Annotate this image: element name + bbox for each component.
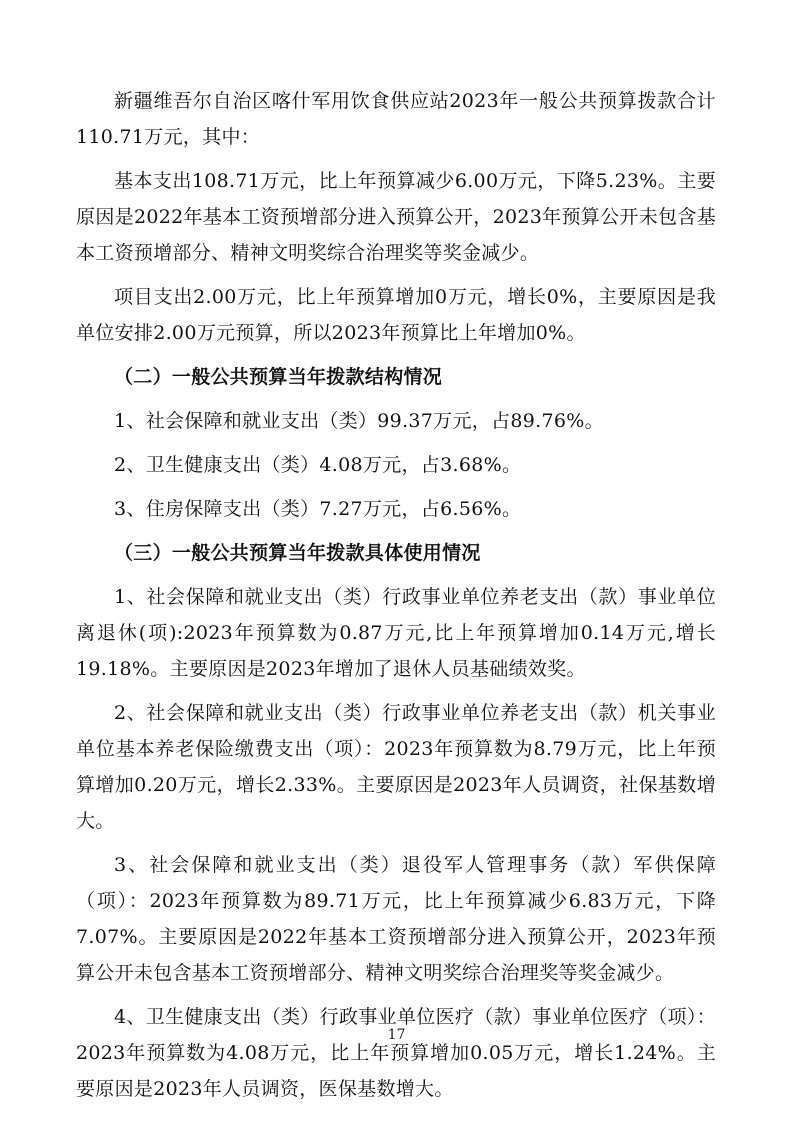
list-item-social-security: 1、社会保障和就业支出（类）99.37万元，占89.76%。 <box>114 410 604 432</box>
list-item-health: 2、卫生健康支出（类）4.08万元，占3.68%。 <box>114 454 522 476</box>
paragraph-usage-retirement: 1、社会保障和就业支出（类）行政事业单位养老支出（款）事业单位离退休(项):2023年预算数为0.87万元,比上年预算增加0.14万元,增长19.18%。主要原因是2023年增加了退休人员基础绩效奖。 <box>76 586 716 680</box>
page-number: 17 <box>387 1027 406 1043</box>
page-content <box>76 83 716 1115</box>
paragraph-usage-pension-insurance: 2、社会保障和就业支出（类）行政事业单位养老支出（款）机关事业单位基本养老保险缴费支出（项）：2023年预算数为8.79万元，比上年预算增加0.20万元，增长2.33%。主要原因是2023年人员调资，社保基数增大。 <box>76 702 716 832</box>
paragraph-project-expenditure: 项目支出2.00万元，比上年预算增加0万元，增长0%，主要原因是我单位安排2.00万元预算，所以2023年预算比上年增加0%。 <box>76 286 716 344</box>
paragraph-total-appropriation: 新疆维吾尔自治区喀什军用饮食供应站2023年一般公共预算拨款合计110.71万元，其中： <box>76 90 716 148</box>
section-heading-structure: （二）一般公共预算当年拨款结构情况 <box>114 366 443 388</box>
paragraph-usage-medical: 4、卫生健康支出（类）行政事业单位医疗（款）事业单位医疗（项）：2023年预算数为4.08万元，比上年预算增加0.05万元，增长1.24%。主要原因是2023年人员调资，医保基数增大。 <box>76 1006 716 1100</box>
list-item-housing: 3、住房保障支出（类）7.27万元，占6.56%。 <box>114 498 522 520</box>
section-heading-usage: （三）一般公共预算当年拨款具体使用情况 <box>114 542 481 564</box>
paragraph-basic-expenditure: 基本支出108.71万元，比上年预算减少6.00万元，下降5.23%。主要原因是2022年基本工资预增部分进入预算公开，2023年预算公开未包含基本工资预增部分、精神文明奖综合治理奖等奖金减少。 <box>76 170 716 264</box>
paragraph-usage-military-supply: 3、社会保障和就业支出（类）退役军人管理事务（款）军供保障（项）：2023年预算数为89.71万元，比上年预算减少6.83万元，下降7.07%。主要原因是2022年基本工资预增部分进入预算公开，2023年预算公开未包含基本工资预增部分、精神文明奖综合治理奖等奖金减少。 <box>76 854 716 984</box>
